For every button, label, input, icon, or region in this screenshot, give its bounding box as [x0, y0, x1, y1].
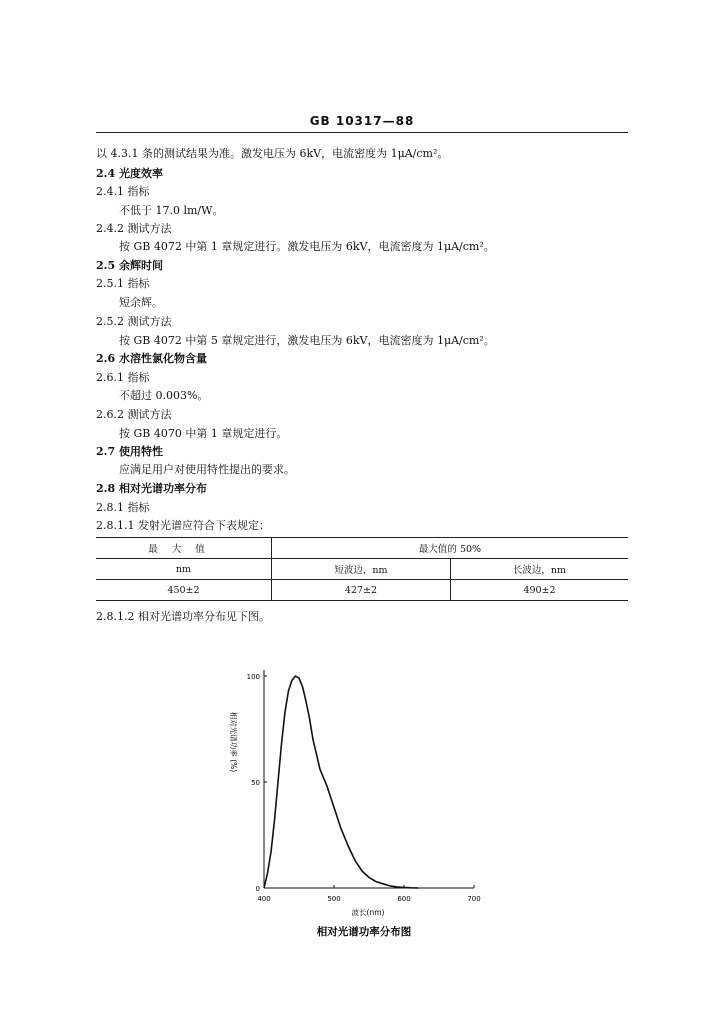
table-header-long-edge: 长波边，nm — [512, 565, 567, 576]
table-cell-peak: 450±2 — [167, 584, 200, 596]
chart-title: 相对光谱功率分布图 — [316, 926, 412, 938]
y-tick-label: 100 — [246, 673, 260, 681]
text-line: 短余辉。 — [119, 296, 163, 309]
table-header-peak: 最大值 — [148, 544, 219, 555]
section-heading: 2.4.1 指标 — [96, 185, 150, 198]
section-heading: 2.8.1.2 相对光谱功率分布见下图。 — [96, 610, 270, 623]
x-axis-label: 波长(nm) — [351, 908, 385, 917]
text-line: 按 GB 4072 中第 1 章规定进行。激发电压为 6kV，电流密度为 1μA/cm²。 — [119, 240, 495, 253]
x-tick-label: 500 — [327, 895, 341, 903]
table-unit-nm: nm — [175, 563, 192, 575]
x-tick-label: 600 — [397, 895, 411, 903]
section-heading: 2.8 相对光谱功率分布 — [96, 482, 207, 495]
spectrum-curve — [264, 676, 418, 888]
text-line: 按 GB 4072 中第 5 章规定进行，激发电压为 6kV，电流密度为 1μA/cm²。 — [119, 334, 495, 347]
x-tick-label: 700 — [467, 895, 481, 903]
section-heading: 2.6.2 测试方法 — [96, 408, 172, 421]
table-header-half-max: 最大值的 50% — [418, 544, 482, 555]
section-heading: 2.5 余辉时间 — [96, 259, 163, 272]
y-tick-label: 0 — [255, 885, 260, 893]
section-heading: 2.7 使用特性 — [96, 445, 163, 458]
table-cell-long: 490±2 — [523, 584, 556, 596]
page-header-title: GB 10317—88 — [309, 114, 415, 128]
y-axis-label: 相对光谱功率 (%) — [229, 711, 238, 773]
section-heading: 2.6 水溶性氯化物含量 — [96, 352, 207, 365]
section-heading: 2.4 光度效率 — [96, 167, 163, 180]
section-heading: 2.8.1.1 发射光谱应符合下表规定： — [96, 519, 270, 532]
section-heading: 2.5.2 测试方法 — [96, 315, 172, 328]
table-header-short-edge: 短波边，nm — [334, 565, 388, 576]
text-line: 以 4.3.1 条的测试结果为准。激发电压为 6kV，电流密度为 1μA/cm²。 — [96, 147, 449, 160]
text-line: 按 GB 4070 中第 1 章规定进行。 — [119, 427, 288, 440]
section-heading: 2.4.2 测试方法 — [96, 222, 172, 235]
section-heading: 2.8.1 指标 — [96, 501, 150, 514]
x-tick-label: 400 — [257, 895, 271, 903]
section-heading: 2.6.1 指标 — [96, 371, 150, 384]
section-heading: 2.5.1 指标 — [96, 277, 150, 290]
table-cell-short: 427±2 — [344, 584, 378, 596]
text-line: 不低于 17.0 lm/W。 — [119, 204, 224, 217]
text-line: 不超过 0.003%。 — [119, 389, 209, 402]
y-tick-label: 50 — [251, 779, 260, 787]
text-line: 应满足用户对使用特性提出的要求。 — [119, 463, 295, 476]
